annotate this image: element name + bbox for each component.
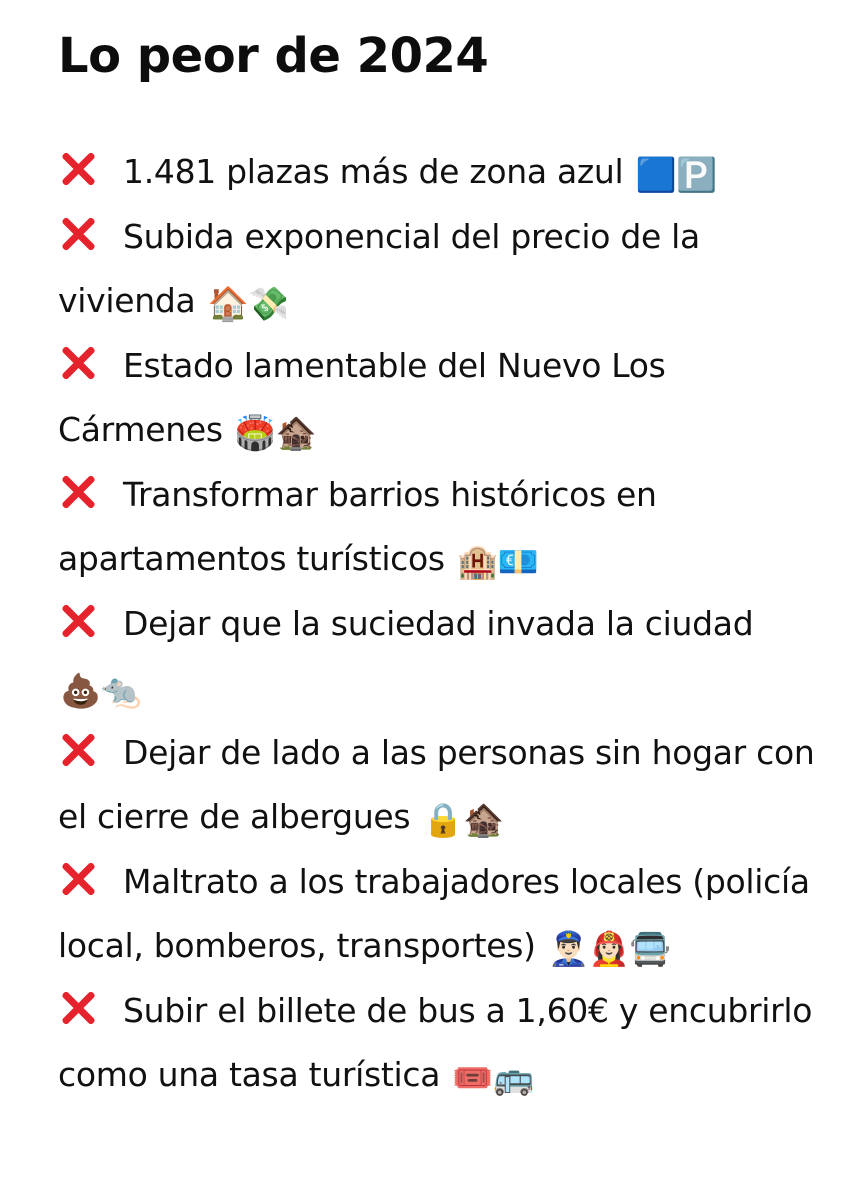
house-money-icon: 🏠💸 xyxy=(207,284,290,323)
list-item xyxy=(58,721,828,850)
cross-mark-icon xyxy=(58,601,98,641)
grievance-list xyxy=(58,140,828,1108)
cross-mark-icon xyxy=(58,859,98,899)
list-item xyxy=(58,205,828,334)
blue-square-parking-icon: 🟦🅿️ xyxy=(635,155,718,194)
list-item xyxy=(58,979,828,1108)
list-item xyxy=(58,140,828,205)
ticket-bus-icon: 🎟️🚌 xyxy=(452,1058,534,1097)
list-item-text: Dejar de lado a las personas sin hogar con el cierre de albergues xyxy=(58,732,815,836)
cross-mark-icon xyxy=(58,214,98,254)
hotel-euro-icon: 🏨💶 xyxy=(457,542,539,581)
poop-rat-icon: 💩🐀 xyxy=(60,671,142,710)
cross-mark-icon xyxy=(58,988,98,1028)
list-item-text: Estado lamentable del Nuevo Los Cármenes xyxy=(58,345,666,449)
list-item-text: Maltrato a los trabajadores locales (policía local, bomberos, transportes) xyxy=(58,861,810,965)
list-item-text: 1.481 plazas más de zona azul xyxy=(123,152,624,191)
list-item-text: Subir el billete de bus a 1,60€ y encubrirlo como una tasa turística xyxy=(58,990,813,1094)
lock-derelict-house-icon: 🔒🏚️ xyxy=(422,800,505,839)
list-item-text: Subida exponencial del precio de la vivienda xyxy=(58,216,700,320)
list-item xyxy=(58,592,828,721)
cross-mark-icon xyxy=(58,472,98,512)
cross-mark-icon xyxy=(58,343,98,383)
cross-mark-icon xyxy=(58,730,98,770)
list-item xyxy=(58,463,828,592)
list-item xyxy=(58,334,828,463)
cross-mark-icon xyxy=(58,149,98,189)
page-title: Lo peor de 2024 xyxy=(58,28,489,84)
list-item-text: Transformar barrios históricos en apartamentos turísticos xyxy=(58,474,657,578)
list-item xyxy=(58,850,828,979)
list-item-text: Dejar que la suciedad invada la ciudad xyxy=(123,603,754,643)
police-firefighter-bus-icon: 👮🏻‍♂️👩🏻‍🚒🚍 xyxy=(547,929,671,968)
stadium-derelict-house-icon: 🏟️🏚️ xyxy=(234,413,317,452)
